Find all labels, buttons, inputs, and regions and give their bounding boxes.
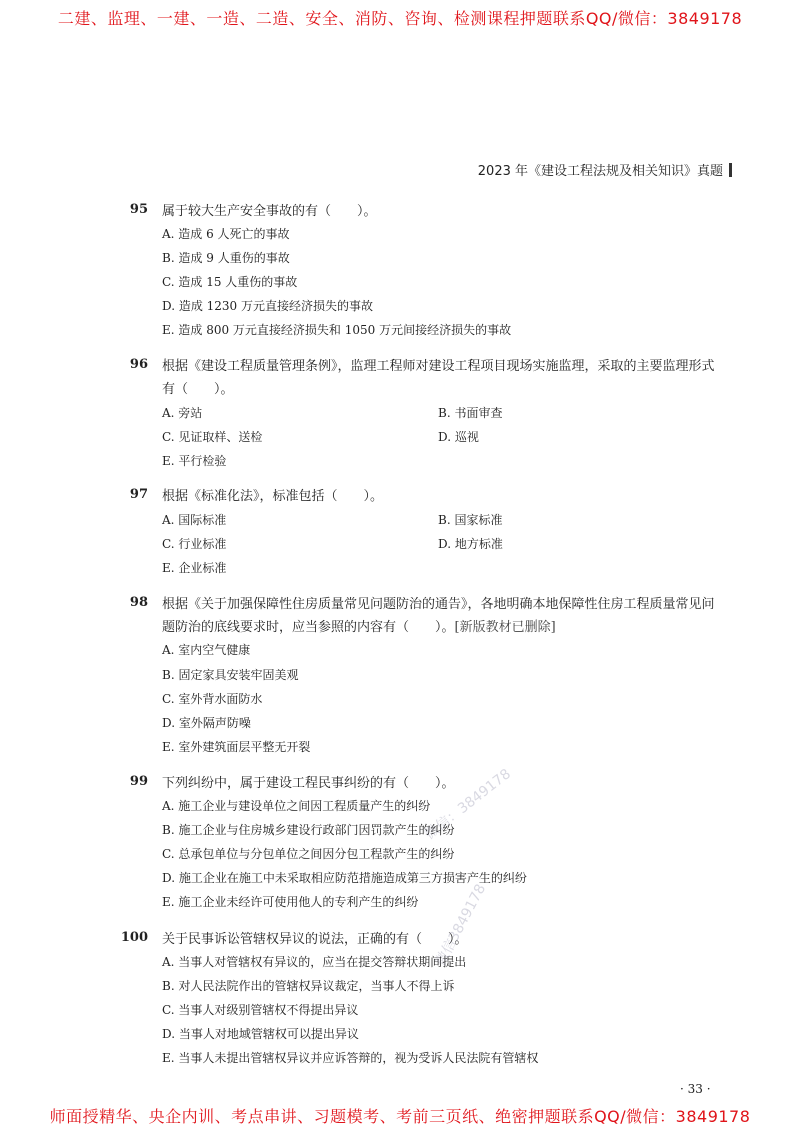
option-b: B. 造成 9 人重伤的事故 [162,251,290,265]
option-e: E. 施工企业未经许可使用他人的专利产生的纠纷 [162,895,419,909]
question-number: 96 [129,357,148,372]
option-b: B. 固定家具安装牢固美观 [162,668,299,682]
running-header [478,160,732,179]
question-number: 100 [120,930,148,945]
question-stem: 根据《标准化法》，标准包括（ ）。 [162,489,384,504]
option-d: D. 巡视 [438,430,479,444]
option-c: C. 行业标准 [162,537,227,551]
question-stem: 属于较大生产安全事故的有（ ）。 [162,204,377,219]
option-a: A. 当事人对管辖权有异议的，应当在提交答辩状期间提出 [162,955,467,969]
option-c: C. 当事人对级别管辖权不得提出异议 [162,1003,359,1017]
question-stem: 下列纠纷中，属于建设工程民事纠纷的有（ ）。 [162,776,455,791]
option-a: A. 室内空气健康 [162,643,251,657]
question-number: 95 [129,202,148,217]
option-a: A. 施工企业与建设单位之间因工程质量产生的纠纷 [162,799,431,813]
watermark-2: 微信3849178 [432,881,490,969]
question-number: 99 [129,774,148,789]
option-d: D. 造成 1230 万元直接经济损失的事故 [162,299,373,313]
option-b: B. 施工企业与住房城乡建设行政部门因罚款产生的纠纷 [162,823,455,837]
option-e: E. 企业标准 [162,561,227,575]
bottom-promo-banner: 师面授精华、央企内训、考点串讲、习题模考、考前三页纸、绝密押题联系QQ/微信：3849178 [49,1107,751,1126]
option-d: D. 当事人对地域管辖权可以提出异议 [162,1027,359,1041]
watermark-1: 微信：3849178 [421,766,514,843]
option-e: E. 造成 800 万元直接经济损失和 1050 万元间接经济损失的事故 [162,323,512,337]
header-bar-mark [729,163,732,177]
option-b: B. 书面审查 [438,406,503,420]
option-a: A. 造成 6 人死亡的事故 [162,227,290,241]
option-c: C. 见证取样、送检 [162,430,263,444]
option-c: C. 室外背水面防水 [162,692,263,706]
option-e: E. 当事人未提出管辖权异议并应诉答辩的，视为受诉人民法院有管辖权 [162,1051,539,1065]
top-promo-banner: 二建、监理、一建、一造、二造、安全、消防、咨询、检测课程押题联系QQ/微信：3849178 [57,9,743,28]
question-number: 97 [129,487,148,502]
page-number: · 33 · [680,1082,711,1096]
option-d: D. 室外隔声防噪 [162,716,251,730]
question-stem [162,593,722,639]
option-e: E. 平行检验 [162,454,227,468]
option-d: D. 地方标准 [438,537,503,551]
option-a: A. 旁站 [162,406,203,420]
question-stem: 关于民事诉讼管辖权异议的说法，正确的有（ ）。 [162,932,468,947]
option-c: C. 造成 15 人重伤的事故 [162,275,298,289]
option-d: D. 施工企业在施工中未采取相应防范措施造成第三方损害产生的纠纷 [162,871,527,885]
option-e: E. 室外建筑面层平整无开裂 [162,740,311,754]
question-stem-text: 根据《关于加强保障性住房质量常见问题防治的通告》，各地明确本地保障性住房工程质量常见问题防治的底线要求时，应当参照的内容有（ ）。 [162,597,715,635]
deleted-note: [新版教材已删除] [454,620,556,635]
question-stem: 根据《建设工程质量管理条例》，监理工程师对建设工程项目现场实施监理，采取的主要监理形式有（ ）。 [162,359,715,397]
option-c: C. 总承包单位与分包单位之间因分包工程款产生的纠纷 [162,847,455,861]
option-a: A. 国际标准 [162,513,227,527]
question-number: 98 [129,595,148,610]
running-header-title: 2023 年《建设工程法规及相关知识》真题 [477,164,723,179]
option-b: B. 对人民法院作出的管辖权异议裁定，当事人不得上诉 [162,979,455,993]
option-b: B. 国家标准 [438,513,503,527]
